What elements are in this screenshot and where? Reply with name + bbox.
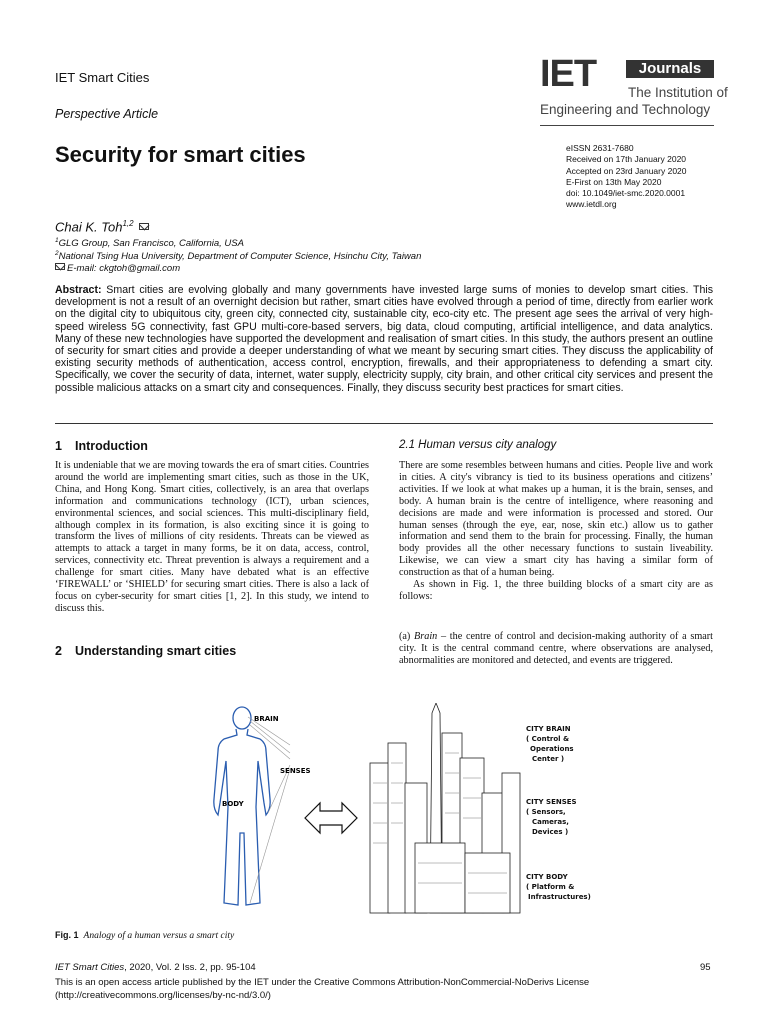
meta-website[interactable]: www.ietdl.org <box>566 199 617 210</box>
author-line <box>55 219 149 234</box>
license-link[interactable]: (http://creativecommons.org/licenses/by-nc-nd/3.0/) <box>55 990 271 1001</box>
affil-text: GLG Group, San Francisco, California, USA <box>58 238 244 250</box>
license-line-1: This is an open access article published by the IET under the Creative Commons Attribution-NonCommercial-NoDerivs License <box>55 977 590 988</box>
affiliation-2 <box>55 250 421 262</box>
item-term: Brain <box>414 631 438 642</box>
logo-journals-box: Journals <box>626 60 714 78</box>
affil-sup: 2 <box>55 250 59 257</box>
affil-sup: 1 <box>55 237 59 244</box>
city-senses-line2: Cameras, <box>532 818 569 826</box>
author-sup: 1,2 <box>122 219 134 228</box>
footer-journal: IET Smart Cities <box>55 962 125 973</box>
double-arrow-icon <box>305 803 357 833</box>
paragraph-text: There are some resembles between humans and cities. People live and work in cities. A city's vibrancy is tied to its business operations and citizens’ activities. If we look at what makes up a human, it is the brain, senses, and body. A human brain is the centre of intelligence, where reasoning and decisions are made and were information is processed and stored. Our human senses (through the eye, ear, nose, skin etc.) allow us to gather information and send them to the brain for processing. Finally, the human body provides all the other necessary functions to sustain liveability. Likewise, we can view a smart city has having a similar form of construction as that of a human being. <box>399 460 713 579</box>
city-brain-title: CITY BRAIN <box>526 725 571 733</box>
figure-human-vs-city <box>210 703 610 918</box>
iet-logo <box>540 53 728 122</box>
caption-label: Fig. 1 <box>55 930 79 940</box>
city-body-title: CITY BODY <box>526 873 568 881</box>
section-title: Introduction <box>75 439 148 453</box>
abstract-rule <box>55 423 713 424</box>
intro-paragraph: It is undeniable that we are moving towards the era of smart cities. Countries around the world are implementing smart cities, such as those in the UK, China, and Hong Kong. Smart cities, collectively, is an area that overlaps information and communications technology (ICT), urban sciences, environmental sciences, and social sciences. This multi-disciplinary field, although complex in its formation, is also exciting since it is going to transform the lives of millions of city residents. Threats can be viewed as attempts to attack a target in many forms, be it on data, access, control, services, connectivity etc. Threat prevention is always a requirement and a challenge for smart cities. Many have debated what is an effective ‘FIREWALL’ or ‘SHIELD’ for securing smart cities. There is also a lack of focus on cyber-security for smart cities [1, 2]. In this study, we intend to discuss this. <box>55 460 369 614</box>
caption-text: Analogy of a human versus a smart city <box>83 931 235 941</box>
city-brain-line3: Center ) <box>532 755 565 763</box>
city-body-line2: Infrastructures) <box>528 893 591 901</box>
footer-volume: , 2020, Vol. 2 Iss. 2, pp. 95-104 <box>124 962 256 973</box>
page-number: 95 <box>700 962 711 973</box>
author-name: Chai K. Toh <box>55 219 123 235</box>
footer-citation <box>55 962 256 973</box>
paragraph-text-2: As shown in Fig. 1, the three building blocks of a smart city are as follows: <box>399 579 713 602</box>
label-senses: SENSES <box>280 767 311 775</box>
logo-mark: IET <box>540 53 597 95</box>
subsection-paragraph-1 <box>399 460 713 603</box>
section-number: 1 <box>55 439 62 453</box>
article-metadata <box>566 143 726 211</box>
journal-name: IET Smart Cities <box>55 70 150 85</box>
city-senses-line3: Devices ) <box>532 828 569 836</box>
affiliation-1 <box>55 237 244 249</box>
section-2-heading <box>55 644 236 658</box>
abstract-text: Smart cities are evolving globally and many governments have invested large sums of monies to develop smart cities. This development is not a result of an overnight decision but rather, smart cities have evolved through a period of time, directly from earlier work on the digital city to ubiquitous city, green city, connected city, sustainable city, eco-city etc. The present age sees the arrival of very high-speed wireless 5G connectivity, fast GPU multi-core-based servers, big data, cloud computing, artificial intelligence, and data analytics. Many of these new technologies have supported the development and realisation of smart cities. In this study, the authors present an outline of security for smart cities and provide a deeper understanding of what we meant by securing smart cities. They discuss the applicability of existing security methods of authentication, access control, encryption, firewalls, and their appropriateness to defending a smart city. Specifically, we cover the security of data, internet, water supply, electricity supply, city brain, and other critical city services and present the possible malicious attacks on a smart city and consequences. Finally, they discuss security best practices for smart cities. <box>55 284 714 394</box>
section-1-heading <box>55 439 148 453</box>
meta-accepted: Accepted on 23rd January 2020 <box>566 165 687 176</box>
figure-caption <box>55 930 234 941</box>
label-brain: BRAIN <box>254 715 279 723</box>
city-brain-line2: Operations <box>530 745 574 753</box>
city-senses-title: CITY SENSES <box>526 798 577 806</box>
city-sketch-illustration <box>370 703 520 913</box>
license-note <box>55 976 695 1002</box>
logo-line1: The Institution of <box>628 85 728 100</box>
section-number: 2 <box>55 644 62 658</box>
item-text: – the centre of control and decision-making authority of a smart city. It is the central command centre, where observations are analysed, abnormalities are monitored and detected, and events are triggered. <box>399 631 714 666</box>
meta-received: Received on 17th January 2020 <box>566 154 687 165</box>
meta-efirst: E-First on 13th May 2020 <box>566 176 662 187</box>
city-labels <box>526 725 591 901</box>
city-brain-line1: ( Control & <box>526 735 570 743</box>
list-item-brain <box>399 631 713 667</box>
logo-line2: Engineering and Technology <box>540 102 711 117</box>
section-title: Understanding smart cities <box>75 644 237 658</box>
email[interactable]: E-mail: ckgtoh@gmail.com <box>67 263 181 274</box>
item-label: (a) <box>399 631 411 642</box>
subsection-2-1-heading: 2.1 Human versus city analogy <box>399 439 557 451</box>
label-body: BODY <box>222 800 244 808</box>
meta-doi[interactable]: doi: 10.1049/iet-smc.2020.0001 <box>566 188 686 199</box>
mail-icon <box>55 263 65 270</box>
article-type: Perspective Article <box>55 107 159 121</box>
city-body-line1: ( Platform & <box>526 883 575 891</box>
city-senses-line1: ( Sensors, <box>526 808 566 816</box>
abstract <box>55 284 713 394</box>
header-rule <box>540 125 714 126</box>
mail-icon[interactable] <box>139 223 149 230</box>
email-line <box>55 263 180 274</box>
affil-text: National Tsing Hua University, Department of Computer Science, Hsinchu City, Taiwan <box>58 251 422 263</box>
paper-title: Security for smart cities <box>55 142 306 167</box>
abstract-label: Abstract: <box>55 284 102 296</box>
meta-issn: eISSN 2631-7680 <box>566 143 634 153</box>
